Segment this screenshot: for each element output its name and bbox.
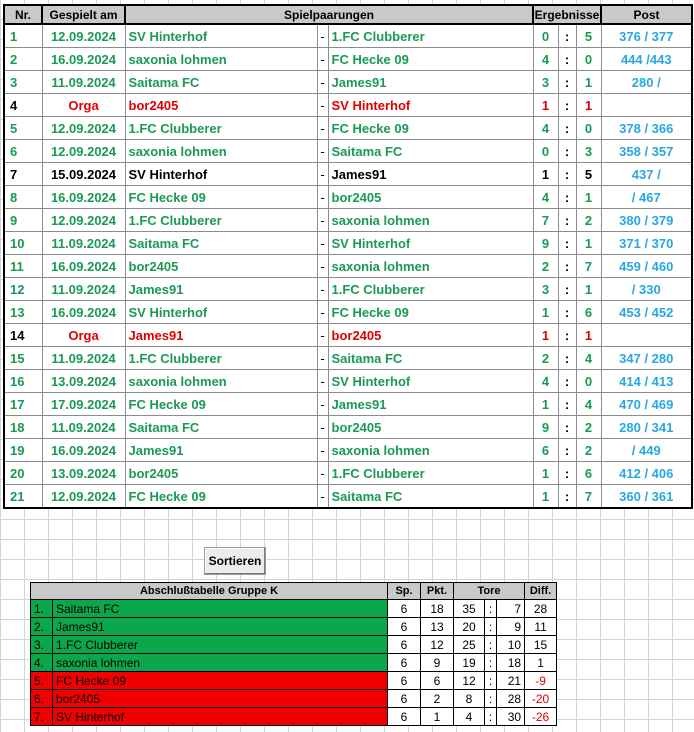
away-team[interactable]: SV Hinterhof <box>328 232 533 255</box>
standings-games[interactable]: 6 <box>388 636 421 654</box>
standings-team[interactable]: 1.FC Clubberer <box>53 636 388 654</box>
match-date[interactable]: 13.09.2024 <box>42 462 125 485</box>
score-colon[interactable]: : <box>558 416 576 439</box>
pairing-dash[interactable]: - <box>317 393 328 416</box>
pairing-dash[interactable]: - <box>317 209 328 232</box>
match-nr[interactable]: 16 <box>4 370 42 393</box>
goals-against[interactable]: 9 <box>497 618 525 636</box>
pairing-dash[interactable]: - <box>317 462 328 485</box>
header-diff: Diff. <box>525 583 557 600</box>
away-team[interactable]: FC Hecke 09 <box>328 301 533 324</box>
match-date[interactable]: 11.09.2024 <box>42 232 125 255</box>
away-team[interactable]: SV Hinterhof <box>328 94 533 117</box>
header-post: Post <box>601 5 692 24</box>
away-team[interactable]: 1.FC Clubberer <box>328 24 533 48</box>
post-numbers[interactable]: 280 / <box>601 71 692 94</box>
goal-difference[interactable]: 1 <box>525 654 557 672</box>
post-numbers[interactable]: 378 / 366 <box>601 117 692 140</box>
match-row <box>4 439 692 462</box>
home-goals[interactable]: 2 <box>533 347 558 370</box>
standings-games[interactable]: 6 <box>388 690 421 708</box>
match-row <box>4 255 692 278</box>
home-goals[interactable]: 1 <box>533 393 558 416</box>
away-goals[interactable]: 1 <box>576 186 601 209</box>
standings-row <box>31 636 557 654</box>
home-goals[interactable]: 3 <box>533 278 558 301</box>
pairing-dash[interactable]: - <box>317 370 328 393</box>
match-nr[interactable]: 5 <box>4 117 42 140</box>
away-goals[interactable]: 2 <box>576 439 601 462</box>
match-nr[interactable]: 6 <box>4 140 42 163</box>
match-nr[interactable]: 11 <box>4 255 42 278</box>
home-goals[interactable]: 4 <box>533 117 558 140</box>
standings-position[interactable]: 3. <box>31 636 53 654</box>
post-numbers[interactable]: 358 / 357 <box>601 140 692 163</box>
goals-for[interactable]: 35 <box>454 600 485 618</box>
post-numbers[interactable]: / 449 <box>601 439 692 462</box>
pairing-dash[interactable]: - <box>317 163 328 186</box>
score-colon[interactable]: : <box>558 209 576 232</box>
away-goals[interactable]: 1 <box>576 71 601 94</box>
score-colon[interactable]: : <box>558 117 576 140</box>
match-date[interactable]: 16.09.2024 <box>42 186 125 209</box>
score-colon[interactable]: : <box>558 48 576 71</box>
match-date[interactable]: 15.09.2024 <box>42 163 125 186</box>
goal-difference[interactable]: -26 <box>525 708 557 726</box>
post-numbers[interactable]: 470 / 469 <box>601 393 692 416</box>
match-nr[interactable]: 8 <box>4 186 42 209</box>
standings-points[interactable]: 6 <box>421 672 454 690</box>
match-row <box>4 232 692 255</box>
home-goals[interactable]: 1 <box>533 301 558 324</box>
home-team[interactable]: saxonia lohmen <box>125 370 317 393</box>
match-date[interactable]: 11.09.2024 <box>42 278 125 301</box>
away-goals[interactable]: 1 <box>576 232 601 255</box>
match-date[interactable]: Orga <box>42 324 125 347</box>
match-row <box>4 462 692 485</box>
goals-against[interactable]: 18 <box>497 654 525 672</box>
match-date[interactable]: Orga <box>42 94 125 117</box>
away-goals[interactable]: 4 <box>576 393 601 416</box>
standings-team[interactable]: James91 <box>53 618 388 636</box>
match-row <box>4 278 692 301</box>
match-nr[interactable]: 20 <box>4 462 42 485</box>
home-team[interactable]: James91 <box>125 324 317 347</box>
standings-games[interactable]: 6 <box>388 708 421 726</box>
standings-team[interactable]: Saitama FC <box>53 600 388 618</box>
match-date[interactable]: 11.09.2024 <box>42 71 125 94</box>
match-nr[interactable]: 19 <box>4 439 42 462</box>
match-date[interactable]: 12.09.2024 <box>42 485 125 509</box>
home-goals[interactable]: 9 <box>533 232 558 255</box>
match-nr[interactable]: 21 <box>4 485 42 509</box>
standings-team[interactable]: SV Hinterhof <box>53 708 388 726</box>
match-date[interactable]: 12.09.2024 <box>42 209 125 232</box>
home-team[interactable]: James91 <box>125 439 317 462</box>
match-row <box>4 209 692 232</box>
goals-colon[interactable]: : <box>485 654 497 672</box>
away-goals[interactable]: 4 <box>576 347 601 370</box>
match-nr[interactable]: 2 <box>4 48 42 71</box>
pairing-dash[interactable]: - <box>317 324 328 347</box>
standings-position[interactable]: 6. <box>31 690 53 708</box>
header-games: Sp. <box>388 583 421 600</box>
score-colon[interactable]: : <box>558 370 576 393</box>
post-numbers[interactable] <box>601 324 692 347</box>
away-team[interactable]: bor2405 <box>328 324 533 347</box>
standings-points[interactable]: 1 <box>421 708 454 726</box>
away-team[interactable]: bor2405 <box>328 186 533 209</box>
match-rows <box>4 24 692 508</box>
match-date[interactable]: 12.09.2024 <box>42 24 125 48</box>
standings-points[interactable]: 9 <box>421 654 454 672</box>
match-date[interactable]: 13.09.2024 <box>42 370 125 393</box>
away-goals[interactable]: 5 <box>576 163 601 186</box>
goals-colon[interactable]: : <box>485 636 497 654</box>
sort-button[interactable]: Sortieren <box>204 547 266 575</box>
match-date[interactable]: 16.09.2024 <box>42 48 125 71</box>
home-goals[interactable]: 4 <box>533 370 558 393</box>
home-team[interactable]: bor2405 <box>125 255 317 278</box>
away-goals[interactable]: 6 <box>576 462 601 485</box>
standings-games[interactable]: 6 <box>388 618 421 636</box>
goals-for[interactable]: 20 <box>454 618 485 636</box>
pairing-dash[interactable]: - <box>317 24 328 48</box>
home-team[interactable]: bor2405 <box>125 94 317 117</box>
goals-colon[interactable]: : <box>485 690 497 708</box>
match-date[interactable]: 11.09.2024 <box>42 416 125 439</box>
home-team[interactable]: 1.FC Clubberer <box>125 209 317 232</box>
header-results: Ergebnisse <box>533 5 601 24</box>
home-goals[interactable]: 7 <box>533 209 558 232</box>
header-date: Gespielt am <box>42 5 125 24</box>
post-numbers[interactable]: 453 / 452 <box>601 301 692 324</box>
score-colon[interactable]: : <box>558 278 576 301</box>
goals-for[interactable]: 25 <box>454 636 485 654</box>
goals-colon[interactable]: : <box>485 672 497 690</box>
match-nr[interactable]: 17 <box>4 393 42 416</box>
standings-position[interactable]: 1. <box>31 600 53 618</box>
match-row <box>4 324 692 347</box>
home-goals[interactable]: 1 <box>533 324 558 347</box>
match-row <box>4 71 692 94</box>
home-goals[interactable]: 4 <box>533 186 558 209</box>
match-nr[interactable]: 12 <box>4 278 42 301</box>
match-date[interactable]: 16.09.2024 <box>42 255 125 278</box>
standings-row <box>31 708 557 726</box>
away-team[interactable]: James91 <box>328 71 533 94</box>
away-goals[interactable]: 3 <box>576 140 601 163</box>
match-row <box>4 485 692 509</box>
away-goals[interactable]: 6 <box>576 301 601 324</box>
match-row <box>4 370 692 393</box>
score-colon[interactable]: : <box>558 255 576 278</box>
post-numbers[interactable]: 280 / 341 <box>601 416 692 439</box>
standings-position[interactable]: 7. <box>31 708 53 726</box>
standings-table <box>30 582 557 726</box>
standings-header-row <box>31 583 557 600</box>
away-goals[interactable]: 0 <box>576 117 601 140</box>
home-team[interactable]: SV Hinterhof <box>125 301 317 324</box>
home-goals[interactable]: 1 <box>533 163 558 186</box>
standings-games[interactable]: 6 <box>388 654 421 672</box>
home-team[interactable]: Saitama FC <box>125 71 317 94</box>
away-team[interactable]: saxonia lohmen <box>328 439 533 462</box>
match-row <box>4 94 692 117</box>
pairing-dash[interactable]: - <box>317 485 328 509</box>
pairing-dash[interactable]: - <box>317 140 328 163</box>
home-goals[interactable]: 0 <box>533 140 558 163</box>
goals-colon[interactable]: : <box>485 618 497 636</box>
away-team[interactable]: James91 <box>328 393 533 416</box>
match-nr[interactable]: 7 <box>4 163 42 186</box>
post-numbers[interactable] <box>601 94 692 117</box>
home-goals[interactable]: 6 <box>533 439 558 462</box>
home-team[interactable]: saxonia lohmen <box>125 48 317 71</box>
away-goals[interactable]: 7 <box>576 255 601 278</box>
post-numbers[interactable]: 414 / 413 <box>601 370 692 393</box>
pairing-dash[interactable]: - <box>317 71 328 94</box>
match-nr[interactable]: 10 <box>4 232 42 255</box>
away-goals[interactable]: 0 <box>576 370 601 393</box>
goals-against[interactable]: 28 <box>497 690 525 708</box>
match-header-row <box>4 5 692 24</box>
pairing-dash[interactable]: - <box>317 347 328 370</box>
standings-position[interactable]: 2. <box>31 618 53 636</box>
goals-against[interactable]: 7 <box>497 600 525 618</box>
match-row <box>4 347 692 370</box>
pairing-dash[interactable]: - <box>317 439 328 462</box>
away-team[interactable]: FC Hecke 09 <box>328 48 533 71</box>
away-team[interactable]: 1.FC Clubberer <box>328 278 533 301</box>
away-team[interactable]: James91 <box>328 163 533 186</box>
standings-row <box>31 618 557 636</box>
score-colon[interactable]: : <box>558 462 576 485</box>
match-row <box>4 186 692 209</box>
home-goals[interactable]: 1 <box>533 94 558 117</box>
home-goals[interactable]: 0 <box>533 24 558 48</box>
standings-games[interactable]: 6 <box>388 600 421 618</box>
pairing-dash[interactable]: - <box>317 416 328 439</box>
header-pairings: Spielpaarungen <box>125 5 533 24</box>
post-numbers[interactable]: 444 /443 <box>601 48 692 71</box>
post-numbers[interactable]: 376 / 377 <box>601 24 692 48</box>
standings-games[interactable]: 6 <box>388 672 421 690</box>
match-nr[interactable]: 9 <box>4 209 42 232</box>
standings-points[interactable]: 13 <box>421 618 454 636</box>
match-nr[interactable]: 14 <box>4 324 42 347</box>
post-numbers[interactable]: 380 / 379 <box>601 209 692 232</box>
goals-against[interactable]: 10 <box>497 636 525 654</box>
home-goals[interactable]: 4 <box>533 48 558 71</box>
goal-difference[interactable]: 28 <box>525 600 557 618</box>
home-team[interactable]: 1.FC Clubberer <box>125 347 317 370</box>
home-goals[interactable]: 9 <box>533 416 558 439</box>
match-row <box>4 24 692 48</box>
match-date[interactable]: 11.09.2024 <box>42 347 125 370</box>
score-colon[interactable]: : <box>558 71 576 94</box>
standings-row <box>31 600 557 618</box>
match-row <box>4 416 692 439</box>
away-goals[interactable]: 1 <box>576 324 601 347</box>
pairing-dash[interactable]: - <box>317 278 328 301</box>
match-nr[interactable]: 13 <box>4 301 42 324</box>
home-team[interactable]: SV Hinterhof <box>125 163 317 186</box>
score-colon[interactable]: : <box>558 439 576 462</box>
standings-row <box>31 690 557 708</box>
home-team[interactable]: bor2405 <box>125 462 317 485</box>
goals-for[interactable]: 8 <box>454 690 485 708</box>
away-goals[interactable]: 2 <box>576 416 601 439</box>
home-team[interactable]: James91 <box>125 278 317 301</box>
goals-for[interactable]: 4 <box>454 708 485 726</box>
goals-for[interactable]: 19 <box>454 654 485 672</box>
match-row <box>4 393 692 416</box>
standings-points[interactable]: 12 <box>421 636 454 654</box>
goal-difference[interactable]: -20 <box>525 690 557 708</box>
post-numbers[interactable]: / 330 <box>601 278 692 301</box>
away-team[interactable]: SV Hinterhof <box>328 370 533 393</box>
home-team[interactable]: SV Hinterhof <box>125 24 317 48</box>
away-goals[interactable]: 0 <box>576 48 601 71</box>
match-nr[interactable]: 15 <box>4 347 42 370</box>
post-numbers[interactable]: / 467 <box>601 186 692 209</box>
standings-rows <box>31 600 557 726</box>
away-team[interactable]: saxonia lohmen <box>328 209 533 232</box>
post-numbers[interactable]: 371 / 370 <box>601 232 692 255</box>
home-team[interactable]: FC Hecke 09 <box>125 485 317 509</box>
away-team[interactable]: 1.FC Clubberer <box>328 462 533 485</box>
header-points: Pkt. <box>421 583 454 600</box>
header-nr: Nr. <box>4 5 42 24</box>
goals-for[interactable]: 12 <box>454 672 485 690</box>
standings-team[interactable]: saxonia lohmen <box>53 654 388 672</box>
goals-against[interactable]: 21 <box>497 672 525 690</box>
score-colon[interactable]: : <box>558 186 576 209</box>
goals-colon[interactable]: : <box>485 600 497 618</box>
pairing-dash[interactable]: - <box>317 301 328 324</box>
home-goals[interactable]: 3 <box>533 71 558 94</box>
match-row <box>4 301 692 324</box>
score-colon[interactable]: : <box>558 301 576 324</box>
standings-row <box>31 672 557 690</box>
away-team[interactable]: saxonia lohmen <box>328 255 533 278</box>
home-goals[interactable]: 1 <box>533 462 558 485</box>
away-team[interactable]: Saitama FC <box>328 485 533 509</box>
post-numbers[interactable]: 437 / <box>601 163 692 186</box>
standings-team[interactable]: FC Hecke 09 <box>53 672 388 690</box>
home-team[interactable]: FC Hecke 09 <box>125 186 317 209</box>
pairing-dash[interactable]: - <box>317 186 328 209</box>
score-colon[interactable]: : <box>558 163 576 186</box>
score-colon[interactable]: : <box>558 347 576 370</box>
match-row <box>4 117 692 140</box>
away-goals[interactable]: 2 <box>576 209 601 232</box>
away-team[interactable]: bor2405 <box>328 416 533 439</box>
standings-points[interactable]: 2 <box>421 690 454 708</box>
away-team[interactable]: Saitama FC <box>328 347 533 370</box>
post-numbers[interactable]: 347 / 280 <box>601 347 692 370</box>
match-date[interactable]: 12.09.2024 <box>42 117 125 140</box>
pairing-dash[interactable]: - <box>317 232 328 255</box>
home-team[interactable]: saxonia lohmen <box>125 140 317 163</box>
away-team[interactable]: FC Hecke 09 <box>328 117 533 140</box>
match-row <box>4 48 692 71</box>
standings-team[interactable]: bor2405 <box>53 690 388 708</box>
post-numbers[interactable]: 412 / 406 <box>601 462 692 485</box>
pairing-dash[interactable]: - <box>317 117 328 140</box>
score-colon[interactable]: : <box>558 94 576 117</box>
standings-position[interactable]: 4. <box>31 654 53 672</box>
goal-difference[interactable]: 15 <box>525 636 557 654</box>
home-team[interactable]: FC Hecke 09 <box>125 393 317 416</box>
goal-difference[interactable]: -9 <box>525 672 557 690</box>
standings-title: Abschlußtabelle Gruppe K <box>31 583 388 600</box>
match-row <box>4 140 692 163</box>
standings-position[interactable]: 5. <box>31 672 53 690</box>
pairing-dash[interactable]: - <box>317 48 328 71</box>
standings-points[interactable]: 18 <box>421 600 454 618</box>
goal-difference[interactable]: 11 <box>525 618 557 636</box>
match-date[interactable]: 12.09.2024 <box>42 140 125 163</box>
home-team[interactable]: 1.FC Clubberer <box>125 117 317 140</box>
pairing-dash[interactable]: - <box>317 94 328 117</box>
post-numbers[interactable]: 459 / 460 <box>601 255 692 278</box>
score-colon[interactable]: : <box>558 140 576 163</box>
goals-against[interactable]: 30 <box>497 708 525 726</box>
away-goals[interactable]: 7 <box>576 485 601 509</box>
match-row <box>4 163 692 186</box>
away-goals[interactable]: 5 <box>576 24 601 48</box>
home-goals[interactable]: 1 <box>533 485 558 509</box>
match-nr[interactable]: 4 <box>4 94 42 117</box>
match-schedule-table <box>3 4 693 509</box>
score-colon[interactable]: : <box>558 232 576 255</box>
match-nr[interactable]: 18 <box>4 416 42 439</box>
score-colon[interactable]: : <box>558 393 576 416</box>
match-date[interactable]: 16.09.2024 <box>42 301 125 324</box>
header-goals: Tore <box>454 583 525 600</box>
match-nr[interactable]: 1 <box>4 24 42 48</box>
score-colon[interactable]: : <box>558 324 576 347</box>
home-team[interactable]: Saitama FC <box>125 416 317 439</box>
home-team[interactable]: Saitama FC <box>125 232 317 255</box>
away-team[interactable]: Saitama FC <box>328 140 533 163</box>
match-date[interactable]: 16.09.2024 <box>42 439 125 462</box>
home-goals[interactable]: 2 <box>533 255 558 278</box>
standings-row <box>31 654 557 672</box>
score-colon[interactable]: : <box>558 24 576 48</box>
away-goals[interactable]: 1 <box>576 278 601 301</box>
pairing-dash[interactable]: - <box>317 255 328 278</box>
match-date[interactable]: 17.09.2024 <box>42 393 125 416</box>
away-goals[interactable]: 1 <box>576 94 601 117</box>
post-numbers[interactable]: 360 / 361 <box>601 485 692 509</box>
goals-colon[interactable]: : <box>485 708 497 726</box>
match-nr[interactable]: 3 <box>4 71 42 94</box>
score-colon[interactable]: : <box>558 485 576 509</box>
